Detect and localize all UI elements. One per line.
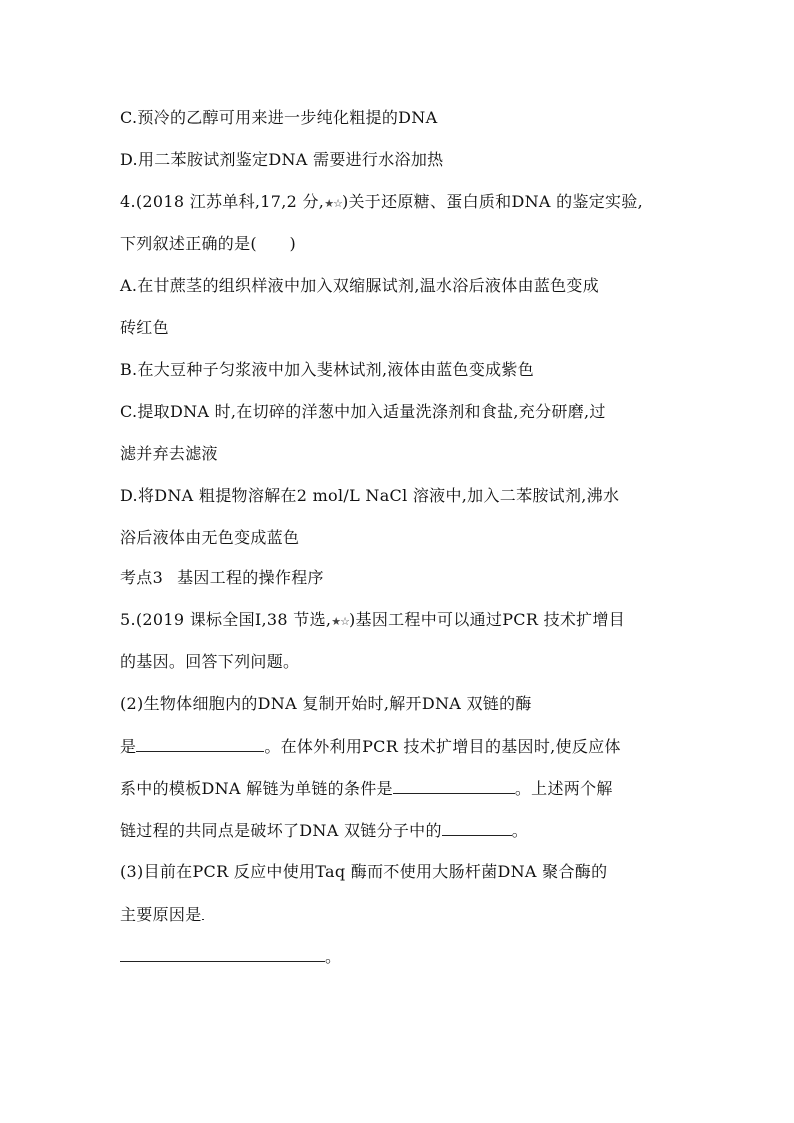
subquestion-2-line3: 系中的模板DNA 解链为单链的条件是 。上述两个解 bbox=[120, 779, 613, 798]
answer-blank-1[interactable] bbox=[136, 735, 264, 752]
option-4a: A.在甘蔗茎的组织样液中加入双缩脲试剂,温水浴后液体由蓝色变成 bbox=[120, 276, 600, 295]
subquestion-2-line4: 链过程的共同点是破坏了DNA 双链分子中的 。 bbox=[120, 821, 529, 840]
option-4d: D.将DNA 粗提物溶解在2 mol/L NaCl 溶液中,加入二苯胺试剂,沸水 bbox=[120, 486, 620, 505]
question-4-text: )关于还原糖、蛋白质和DNA 的鉴定实验, bbox=[341, 192, 644, 211]
answer-blank-4[interactable] bbox=[120, 945, 325, 962]
section-number: 考点3 bbox=[120, 568, 164, 587]
question-5-stem-cont: 的基因。回答下列问题。 bbox=[120, 652, 300, 671]
option-4a-cont: 砖红色 bbox=[120, 318, 169, 337]
question-4-source: 4.(2018 江苏单科,17,2 分, bbox=[120, 192, 325, 211]
section-title: 基因工程的操作程序 bbox=[177, 568, 324, 587]
subquestion-3: (3)目前在PCR 反应中使用Taq 酶而不使用大肠杆菌DNA 聚合酶的 bbox=[120, 862, 608, 881]
difficulty-stars-icon: ★☆ bbox=[324, 197, 342, 210]
answer-blank-2[interactable] bbox=[393, 777, 515, 794]
question-5-stem bbox=[120, 609, 625, 633]
option-3d: D.用二苯胺试剂鉴定DNA 需要进行水浴加热 bbox=[120, 150, 444, 169]
subquestion-3-line3: 。 bbox=[120, 945, 341, 968]
question-4-stem bbox=[120, 191, 643, 215]
option-4d-cont: 浴后液体由无色变成蓝色 bbox=[120, 528, 300, 547]
answer-blank-3[interactable] bbox=[442, 819, 512, 836]
option-3c: C.预冷的乙醇可用来进一步纯化粗提的DNA bbox=[120, 108, 438, 127]
question-5-source: 5.(2019 课标全国Ⅰ,38 节选, bbox=[120, 610, 332, 629]
subquestion-3-line2: 主要原因是 bbox=[120, 905, 202, 924]
option-4c: C.提取DNA 时,在切碎的洋葱中加入适量洗涤剂和食盐,充分研磨,过 bbox=[120, 402, 606, 421]
subquestion-2: (2)生物体细胞内的DNA 复制开始时,解开DNA 双链的酶 bbox=[120, 694, 532, 713]
question-5-text: )基因工程中可以通过PCR 技术扩增目 bbox=[348, 610, 626, 629]
question-4-stem-cont: 下列叙述正确的是( ) bbox=[120, 234, 297, 253]
subquestion-2-line2: 是 。在体外利用PCR 技术扩增目的基因时,使反应体 bbox=[120, 737, 621, 756]
difficulty-stars-icon: ★☆ bbox=[331, 615, 349, 628]
section-heading bbox=[120, 567, 324, 589]
option-4c-cont: 滤并弃去滤液 bbox=[120, 444, 218, 463]
option-4b: B.在大豆种子匀浆液中加入斐林试剂,液体由蓝色变成紫色 bbox=[120, 360, 535, 379]
